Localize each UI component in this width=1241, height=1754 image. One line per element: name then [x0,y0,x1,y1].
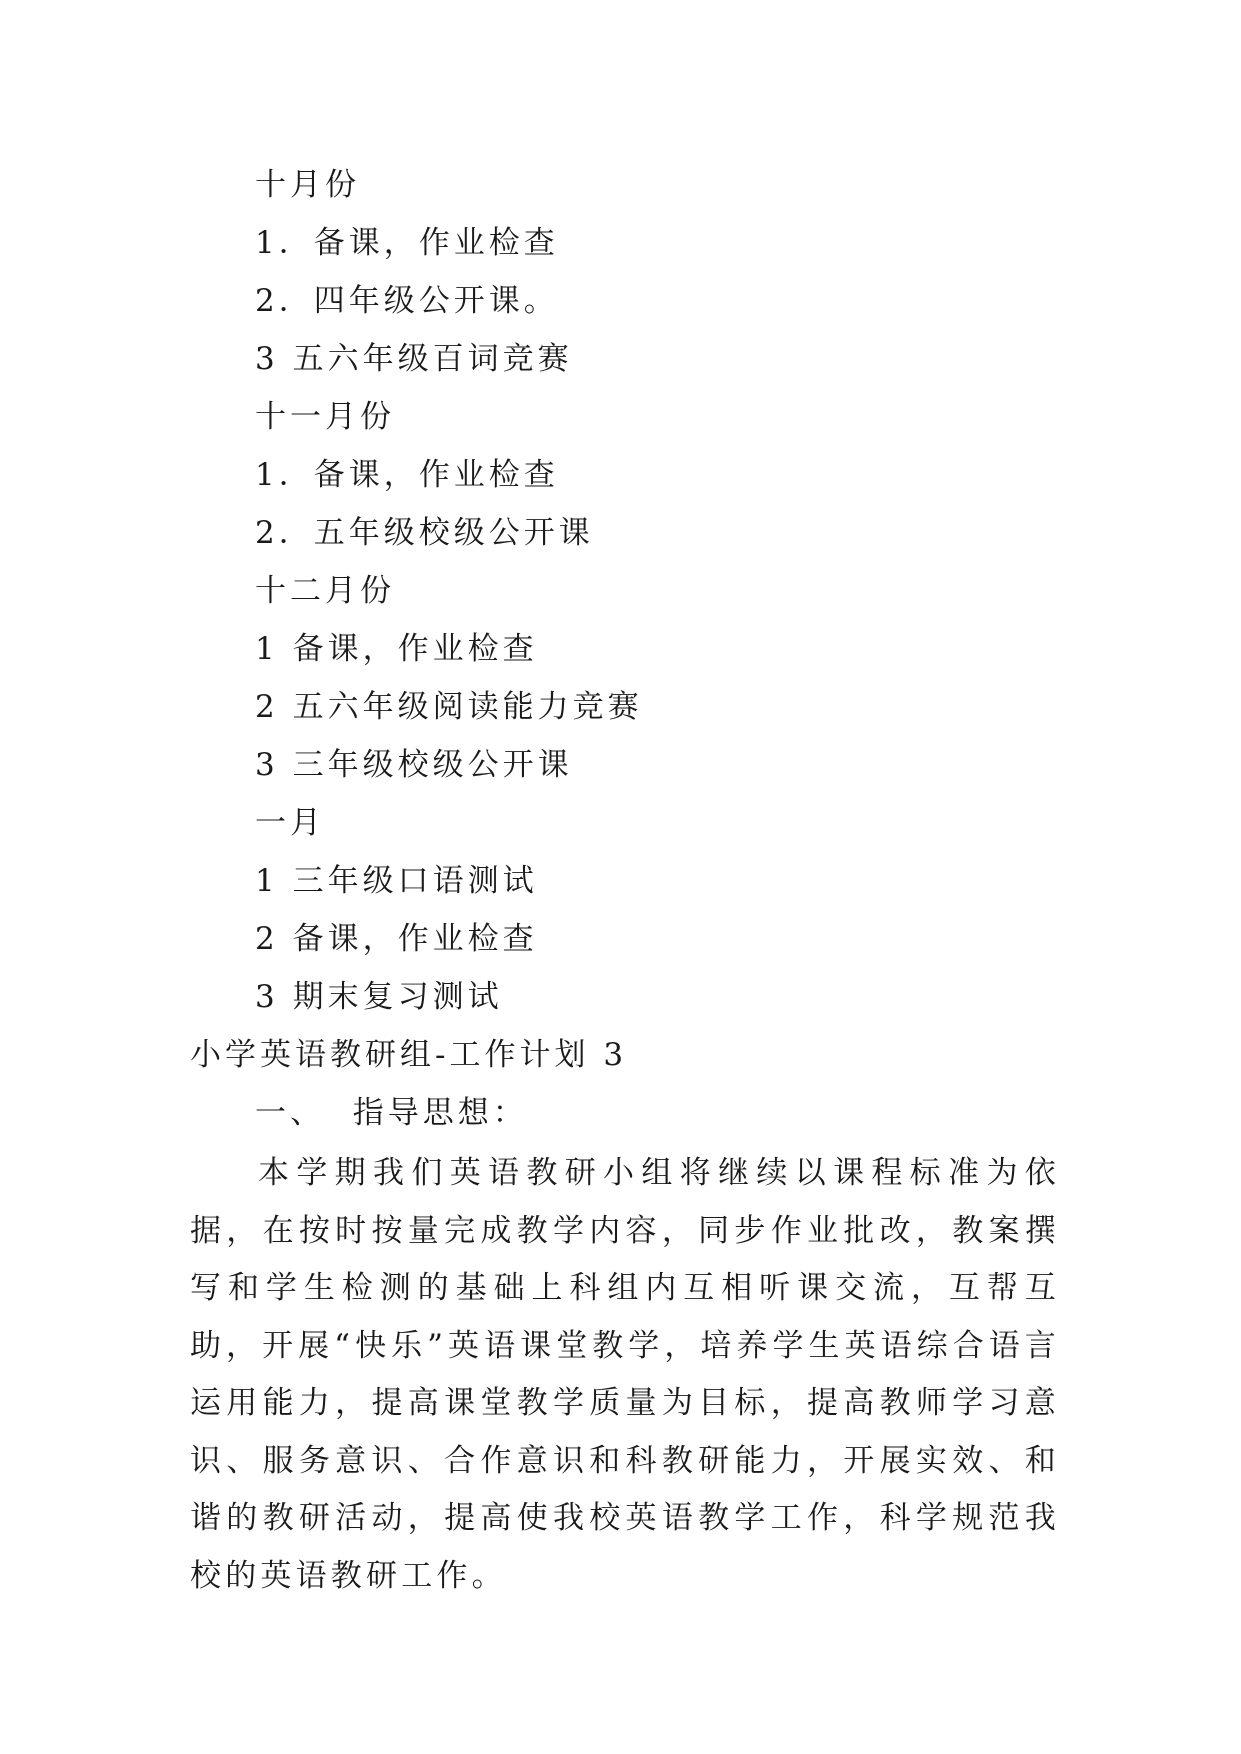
list-item: 2．五年级校级公开课 [255,515,594,551]
list-item: 2 备课，作业检查 [255,921,538,957]
list-item: 1．备课，作业检查 [255,457,559,493]
month-heading-october: 十月份 [255,167,360,203]
list-item: 2．四年级公开课。 [255,283,559,319]
section-heading: 一、 指导思想： [255,1095,528,1131]
list-item: 1 三年级口语测试 [255,863,538,899]
list-item: 1．备课，作业检查 [255,225,559,261]
section-paragraph: 本学期我们英语教研小组将继续以课程标准为依据，在按时按量完成教学内容，同步作业批改，教案撰写和学生检测的基础上科组内互相听课交流，互帮互助，开展“快乐”英语课堂教学，培养学生英语综合语言运用能力，提高课堂教学质量为目标，提高教师学习意识、服务意识、合作意识和科教研能力，开展实效、和谐的教研活动，提高使我校英语教学工作，科学规范我校的英语教研工作。 [190,1155,1060,1594]
list-item: 1 备课，作业检查 [255,631,538,667]
list-item: 2 五六年级阅读能力竞赛 [255,689,643,725]
list-item: 3 五六年级百词竞赛 [255,341,573,377]
list-item: 3 期末复习测试 [255,979,503,1015]
month-heading-november: 十一月份 [255,399,395,435]
plan-title: 小学英语教研组-工作计划 3 [190,1037,628,1073]
month-heading-january: 一月 [255,805,325,841]
month-heading-december: 十二月份 [255,573,395,609]
list-item: 3 三年级校级公开课 [255,747,573,783]
